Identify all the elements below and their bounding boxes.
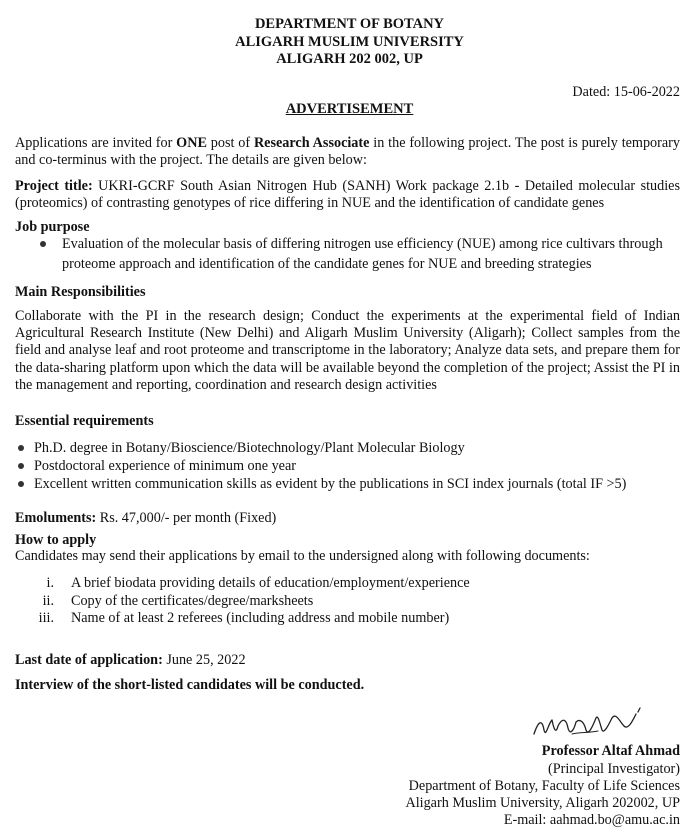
- project-title-text: UKRI-GCRF South Asian Nitrogen Hub (SANH) Work package 2.1b - Detailed molecular studies (proteomics) of contrasting genotypes of rice differing in NUE and the identification of candidate genes: [15, 178, 680, 212]
- document-number-2: ii.: [42, 593, 54, 609]
- advertisement-heading: ADVERTISEMENT: [285, 101, 414, 117]
- signatory-name: Professor Altaf Ahmad: [541, 743, 680, 759]
- document-number-1: i.: [46, 575, 54, 591]
- header-university: ALIGARH MUSLIM UNIVERSITY: [235, 34, 464, 50]
- requirements-title: Essential requirements: [15, 413, 154, 429]
- requirement-bullet-2: [18, 463, 24, 469]
- requirement-item-2: Postdoctoral experience of minimum one year: [34, 458, 296, 474]
- date-line: Dated: 15-06-2022: [572, 84, 680, 100]
- job-purpose-bullet: [40, 241, 46, 247]
- project-title-paragraph: [15, 178, 680, 212]
- signatory-email: E-mail: aahmad.bo@amu.ac.in: [503, 812, 680, 828]
- interview-note: Interview of the short-listed candidates will be conducted.: [15, 677, 365, 693]
- document-item-1: A brief biodata providing details of education/employment/experience: [71, 575, 470, 591]
- requirement-item-3: Excellent written communication skills as evident by the publications in SCI index journals (total IF >5): [34, 476, 627, 492]
- responsibilities-title: Main Responsibilities: [15, 284, 146, 300]
- intro-post-count: ONE: [176, 135, 207, 151]
- job-purpose-line-2: proteome approach and identification of the candidate genes for NUE and breeding strategies: [62, 256, 592, 272]
- last-date-line: [15, 652, 246, 669]
- document-number-3: iii.: [38, 610, 54, 626]
- document-item-2: Copy of the certificates/degree/marksheets: [71, 593, 314, 609]
- signature-image: [528, 704, 658, 746]
- last-date-label: Last date of application:: [15, 652, 163, 668]
- emoluments-value: Rs. 47,000/- per month (Fixed): [96, 510, 277, 526]
- requirement-bullet-1: [18, 445, 24, 451]
- how-to-apply-title: How to apply: [15, 532, 97, 548]
- emoluments-label: Emoluments:: [15, 510, 97, 526]
- header-address: ALIGARH 202 002, UP: [276, 51, 423, 67]
- signatory-role: (Principal Investigator): [548, 761, 680, 777]
- intro-text-3: in the following project. The post is purely temporary and co-terminus with the project. The details are given below:: [15, 135, 680, 169]
- signatory-university: Aligarh Muslim University, Aligarh 202002, UP: [405, 795, 680, 811]
- responsibilities-text: Collaborate with the PI in the research design; Conduct the experiments at the experimental field of Indian Agricultural Research Institute (New Delhi) and Aligarh Muslim University (Aligarh); Collect samples from the field and analyse leaf and root proteome and transcriptome in the laboratory; Analyze data sets, and prepare them for the data-sharing platform upon which the data will be available beyond the completion of the project; Assist the PI in the management and reporting, coordination and research design activities: [15, 308, 680, 393]
- project-title-label: Project title:: [15, 178, 93, 194]
- header-department: DEPARTMENT OF BOTANY: [254, 16, 445, 32]
- requirement-item-1: Ph.D. degree in Botany/Bioscience/Biotechnology/Plant Molecular Biology: [34, 440, 465, 456]
- intro-post-title: Research Associate: [253, 135, 370, 151]
- intro-paragraph: [15, 135, 680, 169]
- last-date-value: June 25, 2022: [162, 652, 246, 668]
- intro-text-1: Applications are invited for: [15, 135, 177, 151]
- job-purpose-title: Job purpose: [15, 219, 90, 235]
- intro-text-2: post of: [206, 135, 254, 151]
- emoluments-line: [15, 510, 276, 527]
- how-to-apply-text: Candidates may send their applications by email to the undersigned along with following documents:: [15, 548, 590, 564]
- job-purpose-line-1: Evaluation of the molecular basis of differing nitrogen use efficiency (NUE) among rice cultivars through: [62, 236, 663, 252]
- requirement-bullet-3: [18, 481, 24, 487]
- document-item-3: Name of at least 2 referees (including address and mobile number): [71, 610, 450, 626]
- signatory-department: Department of Botany, Faculty of Life Sciences: [408, 778, 680, 794]
